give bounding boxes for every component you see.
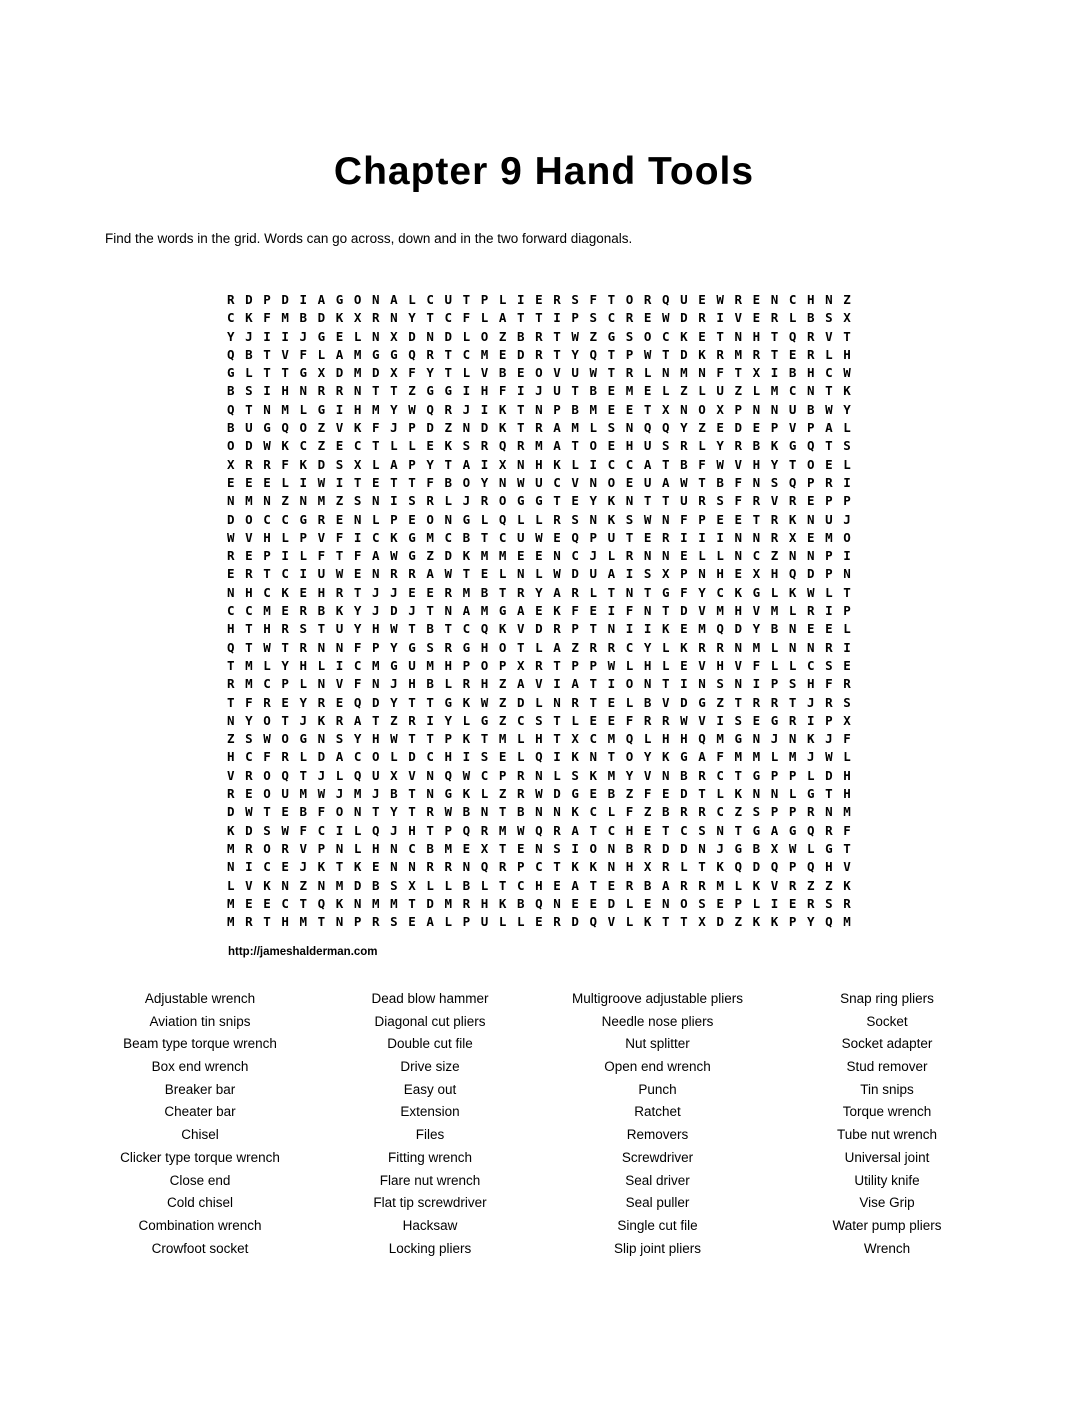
word-list-item: Slip joint pliers: [613, 1240, 702, 1256]
word-list-item: Double cut file: [387, 1036, 473, 1052]
word-list-item: Crowfoot socket: [151, 1240, 249, 1256]
grid-row: NYOTJKRATZRIYLGZCSTLEEFRRWVISEGRIPX: [227, 712, 862, 728]
word-list-item: Ratchet: [634, 1104, 681, 1120]
word-list-item: Stud remover: [846, 1059, 928, 1075]
word-list-item: Cheater bar: [164, 1104, 236, 1120]
word-list-item: Tube nut wrench: [836, 1127, 938, 1143]
grid-row: KDSWFCILQJHTPQRMWQRATCHETCSNTGAGQRF: [227, 822, 862, 838]
word-list-item: Chisel: [181, 1127, 219, 1143]
grid-row: HTHRSTUYHWTBTCQKVDRPTNIIKEMQDYBNEEL: [227, 621, 862, 637]
word-list-column-2: [320, 988, 540, 1260]
grid-row: LVKNZNMDBSXLLBLTCHEATERBARRMLKVRZZK: [227, 877, 862, 893]
grid-row: QTNMLGIHMYWQRJIKTNPBMEETXNOXPNNUBWY: [227, 401, 862, 417]
word-list-item: Vise Grip: [859, 1195, 915, 1211]
word-list-item: Nut splitter: [625, 1036, 690, 1052]
grid-row: TMLYHLICMGUMHPOPXRTPPWLHLEVHVFLLCSE: [227, 657, 862, 673]
word-list-item: Box end wrench: [151, 1059, 249, 1075]
word-list-item: Clicker type torque wrench: [120, 1149, 280, 1165]
word-list-item: Breaker bar: [164, 1081, 236, 1097]
word-list-item: Files: [415, 1127, 445, 1143]
word-list-item: Flare nut wrench: [379, 1172, 481, 1188]
grid-row: MEECTQKNMMTDMRHKBQNEEDLENOSEPLIERSR: [227, 895, 862, 911]
word-list-item: Fitting wrench: [387, 1149, 473, 1165]
word-list-item: Close end: [169, 1172, 231, 1188]
word-list-item: Wrench: [863, 1240, 911, 1256]
grid-row: XRRFKDSXLAPYTAIXNHKLICCATBFWVHYTOEL: [227, 456, 862, 472]
word-list-column-1: [85, 988, 315, 1260]
word-list-item: Drive size: [400, 1059, 460, 1075]
grid-row: MRTHMTNPRSEALPULLERDQVLKTTXDZKKPYQM: [227, 914, 862, 930]
grid-row: NHCKEHRTJJEERMBTRYARLTNTGFYCKGLKWLT: [227, 584, 862, 600]
grid-row: RDPDIAGONALCUTPLIERSFTORQUEWRENCHNZ: [227, 292, 862, 307]
word-list-item: Extension: [400, 1104, 460, 1120]
word-list-item: Utility knife: [854, 1172, 920, 1188]
grid-row: MRORVPNLHNCBMEXTENSIONBRDDNJGBXWLGT: [227, 840, 862, 856]
grid-row: BUGQOZVKFJPDZNDKTRAMLSNQQYZEDEPVPAL: [227, 420, 862, 436]
word-list-item: Torque wrench: [842, 1104, 932, 1120]
grid-row: YJIIJGELNXDNDLOZBRTWZGSOCKETNHTQRVT: [227, 328, 862, 344]
word-list-item: Beam type torque wrench: [123, 1036, 277, 1052]
grid-row: GLTTGXDMDXFYTLVBEOVUWTRLNMNFTXIBHCW: [227, 365, 862, 381]
word-list-item: Universal joint: [844, 1149, 930, 1165]
word-list-item: Socket: [866, 1013, 908, 1029]
word-list-item: Open end wrench: [604, 1059, 711, 1075]
word-list-item: Dead blow hammer: [371, 991, 489, 1006]
grid-row: ERTCIUWENRRAWTELNLWDUAISXPNHEXHQDPN: [227, 566, 862, 582]
grid-row: REPILFTFAWGZDKMMEENCJLRNNELLNCZNNPI: [227, 548, 862, 564]
grid-row: RMCPLNVFNJHBLRHZAVIATIONTINSNIPSHFR: [227, 676, 862, 692]
word-list-item: Cold chisel: [166, 1195, 234, 1211]
word-list-column-4: [772, 988, 1002, 1260]
grid-row: ZSWOGNSYHWTTPKTMLHTXCMQLHHQMGNJNKJF: [227, 731, 862, 747]
word-list-item: Combination wrench: [138, 1217, 262, 1233]
word-list-item: Flat tip screwdriver: [373, 1195, 487, 1211]
word-list-item: Removers: [626, 1127, 689, 1143]
grid-row: WVHLPVFICKGMCBTCUWEQPUTERIIINNRXEMO: [227, 529, 862, 545]
word-list-item: Punch: [638, 1081, 677, 1097]
page-title: Chapter 9 Hand Tools: [333, 150, 755, 193]
grid-row: DWTEBFONTYTRWBNTBNNKCLFZBRRCZSPPRNM: [227, 804, 862, 820]
source-url-text: http://jameshalderman.com: [228, 946, 378, 958]
word-list-item: Water pump pliers: [832, 1217, 942, 1233]
grid-row: NMNZNMZSNISRLJROGGTEYKNTTURSFRVREPP: [227, 493, 862, 509]
grid-row: BSIHNRRNTTZGGIHFIJUTBEMELZLUZLMCNTK: [227, 383, 862, 399]
word-list-item: Needle nose pliers: [601, 1013, 714, 1029]
word-list-item: Snap ring pliers: [840, 991, 934, 1006]
word-list-item: Socket adapter: [841, 1036, 933, 1052]
grid-row: EEELIWITETTFBOYNWUCVNOEUAWTBFNSQPRI: [227, 474, 862, 490]
word-list-item: Adjustable wrench: [144, 991, 256, 1006]
instructions-text: Find the words in the grid. Words can go across, down and in the two forward diagonals.: [105, 231, 633, 246]
grid-row: QTWTRNNFPYGSRGHOTLAZRRCYLKRRNMLNNRI: [227, 639, 862, 655]
word-list-item: Seal puller: [625, 1195, 690, 1211]
grid-row: ODWKCZECTLLEKSRQRMATOEHUSRLYRBKGQTS: [227, 438, 862, 454]
word-list-item: Diagonal cut pliers: [374, 1013, 486, 1029]
grid-row: CCMERBKYJDJTNAMGAEKFEIFNTDVMHVMLRIP: [227, 603, 862, 619]
grid-row: HCFRLDACOLDCHISELQIKNTOYKGAFMMLMJWL: [227, 749, 862, 765]
word-search-grid: [227, 291, 861, 931]
word-list-item: Single cut file: [617, 1217, 698, 1233]
grid-row: NICEJKTKENNRRNQRPCTKKNHXRLTKQDQPQHV: [227, 859, 862, 875]
word-list-item: Hacksaw: [402, 1217, 458, 1233]
word-list-item: Easy out: [403, 1081, 457, 1097]
grid-row: CKFMBDKXRNYTCFLATTIPSCREWDRIVERLBSX: [227, 310, 862, 326]
word-list-item: Seal driver: [625, 1172, 690, 1188]
grid-row: TFREYREQDYTTGKWZDLNRTELBVDGZTRRTJRS: [227, 694, 862, 710]
word-list-item: Aviation tin snips: [149, 1013, 251, 1029]
word-list-item: Locking pliers: [388, 1240, 472, 1256]
grid-row: DOCCGRENLPEONGLQLLRSNKSWNFPEETRKNUJ: [227, 511, 862, 527]
word-list-item: Multigroove adjustable pliers: [571, 991, 744, 1006]
grid-row: VROQTJLQUXVNQWCPRNLSKMYVNBRCTGPPLDH: [227, 767, 862, 783]
grid-row: QBTVFLAMGGQRTCMEDRTYQTPWTDKRMRTERLH: [227, 346, 862, 362]
grid-row: REOUMWJMJBTNGKLZRWDGEBZFEDTLKNNLGTH: [227, 786, 862, 802]
word-list-item: Screwdriver: [621, 1149, 694, 1165]
word-list-column-3: [545, 988, 770, 1260]
word-list-item: Tin snips: [860, 1081, 914, 1097]
